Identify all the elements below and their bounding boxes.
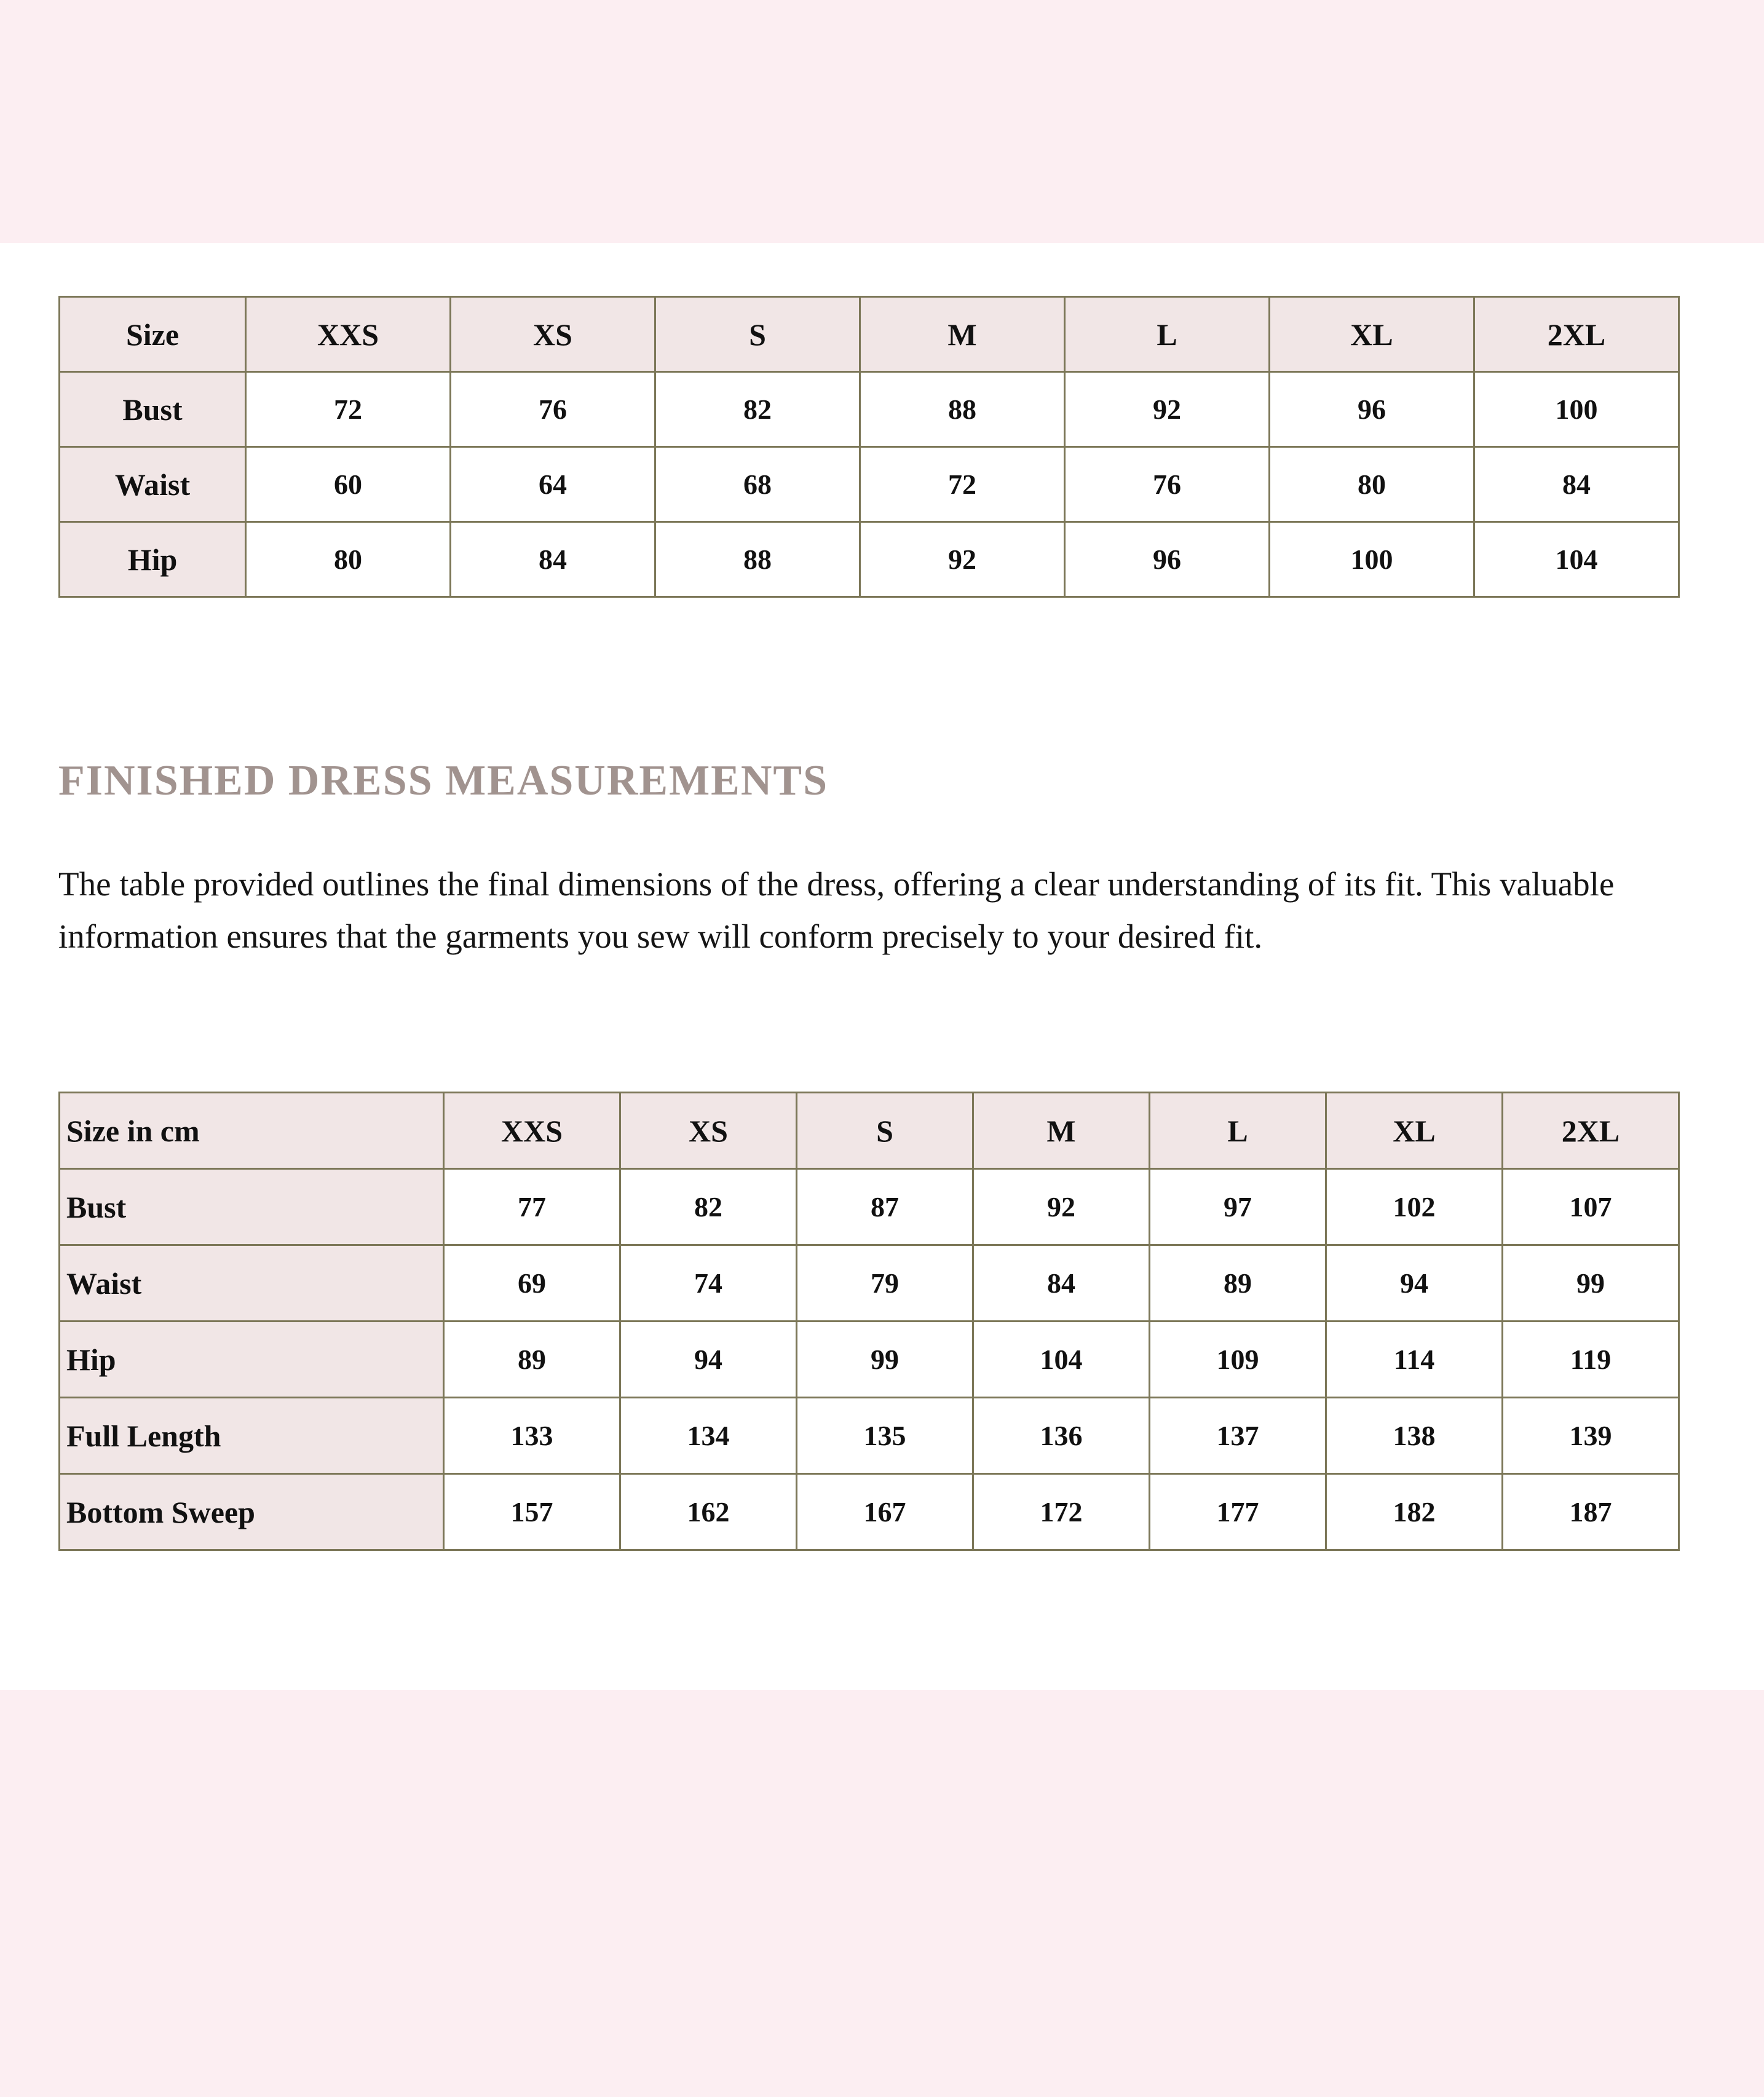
section-description: The table provided outlines the final dimensions of the dress, offering a clear understanding of its fit. This valuable information ensures that the garments you sew will conform precisely to your desired fit. xyxy=(58,865,1615,955)
body-measurements-cell: 72 xyxy=(860,447,1065,522)
finished-measurements-cell: 137 xyxy=(1150,1398,1326,1474)
table-row xyxy=(60,1169,1679,1245)
body-measurements-column-header-xxs: XXS xyxy=(246,297,451,372)
table-row xyxy=(60,1322,1679,1398)
finished-measurements-cell: 133 xyxy=(444,1398,620,1474)
finished-measurements-cell: 107 xyxy=(1503,1169,1679,1245)
body-measurements-header-row xyxy=(60,297,1679,372)
body-measurements-column-header-2xl: 2XL xyxy=(1474,297,1679,372)
finished-measurements-column-header-xxs: XXS xyxy=(444,1093,620,1169)
finished-measurements-column-header-m: M xyxy=(973,1093,1150,1169)
top-decorative-band xyxy=(0,0,1764,243)
finished-measurements-cell: 167 xyxy=(797,1474,973,1550)
finished-measurements-cell: 89 xyxy=(444,1322,620,1398)
finished-measurements-column-header-2xl: 2XL xyxy=(1503,1093,1679,1169)
body-measurements-cell: 76 xyxy=(451,372,655,447)
body-measurements-cell: 84 xyxy=(451,522,655,597)
finished-measurements-column-header-l: L xyxy=(1150,1093,1326,1169)
finished-measurements-row-label: Waist xyxy=(60,1245,444,1322)
body-measurements-cell: 96 xyxy=(1065,522,1270,597)
finished-measurements-cell: 79 xyxy=(797,1245,973,1322)
finished-measurements-cell: 119 xyxy=(1503,1322,1679,1398)
body-measurements-cell: 96 xyxy=(1270,372,1474,447)
finished-measurements-row-label: Hip xyxy=(60,1322,444,1398)
finished-measurements-column-header-xl: XL xyxy=(1326,1093,1503,1169)
body-measurements-cell: 72 xyxy=(246,372,451,447)
bottom-decorative-band xyxy=(0,1690,1764,2097)
body-measurements-column-header-s: S xyxy=(655,297,860,372)
body-measurements-cell: 80 xyxy=(1270,447,1474,522)
finished-measurements-column-header-s: S xyxy=(797,1093,973,1169)
body-measurements-cell: 92 xyxy=(1065,372,1270,447)
body-measurements-corner-label: Size xyxy=(60,297,246,372)
body-measurements-row-label: Bust xyxy=(60,372,246,447)
finished-measurements-corner-label: Size in cm xyxy=(60,1093,444,1169)
page-content-area xyxy=(0,243,1764,1690)
finished-measurements-cell: 104 xyxy=(973,1322,1150,1398)
finished-measurements-cell: 87 xyxy=(797,1169,973,1245)
finished-measurements-cell: 97 xyxy=(1150,1169,1326,1245)
table-row xyxy=(60,1245,1679,1322)
body-measurements-cell: 92 xyxy=(860,522,1065,597)
finished-measurements-cell: 82 xyxy=(620,1169,797,1245)
table-row xyxy=(60,1398,1679,1474)
body-measurements-table-body xyxy=(60,297,1679,597)
finished-measurements-cell: 187 xyxy=(1503,1474,1679,1550)
finished-measurements-cell: 162 xyxy=(620,1474,797,1550)
finished-measurements-cell: 157 xyxy=(444,1474,620,1550)
body-measurements-column-header-xs: XS xyxy=(451,297,655,372)
finished-measurements-column-header-xs: XS xyxy=(620,1093,797,1169)
finished-measurements-cell: 136 xyxy=(973,1398,1150,1474)
finished-measurements-cell: 135 xyxy=(797,1398,973,1474)
body-measurements-cell: 104 xyxy=(1474,522,1679,597)
body-measurements-cell: 88 xyxy=(860,372,1065,447)
finished-measurements-cell: 102 xyxy=(1326,1169,1503,1245)
finished-measurements-table xyxy=(58,1092,1680,1551)
body-measurements-cell: 82 xyxy=(655,372,860,447)
finished-measurements-row-label: Bust xyxy=(60,1169,444,1245)
body-measurements-table xyxy=(58,296,1680,598)
finished-measurements-table-body xyxy=(60,1093,1679,1550)
body-measurements-cell: 100 xyxy=(1474,372,1679,447)
finished-measurements-row-label: Full Length xyxy=(60,1398,444,1474)
body-measurements-cell: 64 xyxy=(451,447,655,522)
body-measurements-cell: 76 xyxy=(1065,447,1270,522)
body-measurements-cell: 100 xyxy=(1270,522,1474,597)
finished-measurements-cell: 172 xyxy=(973,1474,1150,1550)
body-measurements-cell: 88 xyxy=(655,522,860,597)
finished-measurements-cell: 138 xyxy=(1326,1398,1503,1474)
body-measurements-column-header-m: M xyxy=(860,297,1065,372)
finished-measurements-row-label: Bottom Sweep xyxy=(60,1474,444,1550)
table-row xyxy=(60,522,1679,597)
finished-measurements-cell: 134 xyxy=(620,1398,797,1474)
finished-measurements-cell: 92 xyxy=(973,1169,1150,1245)
finished-measurements-header-row xyxy=(60,1093,1679,1169)
finished-measurements-cell: 77 xyxy=(444,1169,620,1245)
finished-measurements-cell: 94 xyxy=(620,1322,797,1398)
body-measurements-column-header-xl: XL xyxy=(1270,297,1474,372)
finished-measurements-cell: 99 xyxy=(797,1322,973,1398)
body-measurements-cell: 68 xyxy=(655,447,860,522)
finished-measurements-cell: 69 xyxy=(444,1245,620,1322)
finished-measurements-cell: 74 xyxy=(620,1245,797,1322)
finished-measurements-cell: 94 xyxy=(1326,1245,1503,1322)
body-measurements-column-header-l: L xyxy=(1065,297,1270,372)
body-measurements-cell: 80 xyxy=(246,522,451,597)
table-row xyxy=(60,372,1679,447)
finished-measurements-cell: 139 xyxy=(1503,1398,1679,1474)
body-measurements-row-label: Hip xyxy=(60,522,246,597)
finished-measurements-cell: 89 xyxy=(1150,1245,1326,1322)
finished-measurements-cell: 109 xyxy=(1150,1322,1326,1398)
body-measurements-cell: 60 xyxy=(246,447,451,522)
body-measurements-row-label: Waist xyxy=(60,447,246,522)
table-row xyxy=(60,1474,1679,1550)
table-row xyxy=(60,447,1679,522)
finished-measurements-cell: 182 xyxy=(1326,1474,1503,1550)
finished-measurements-cell: 99 xyxy=(1503,1245,1679,1322)
finished-measurements-cell: 84 xyxy=(973,1245,1150,1322)
finished-measurements-cell: 177 xyxy=(1150,1474,1326,1550)
finished-measurements-cell: 114 xyxy=(1326,1322,1503,1398)
page-title: FINISHED DRESS MEASUREMENTS xyxy=(58,757,829,804)
body-measurements-cell: 84 xyxy=(1474,447,1679,522)
